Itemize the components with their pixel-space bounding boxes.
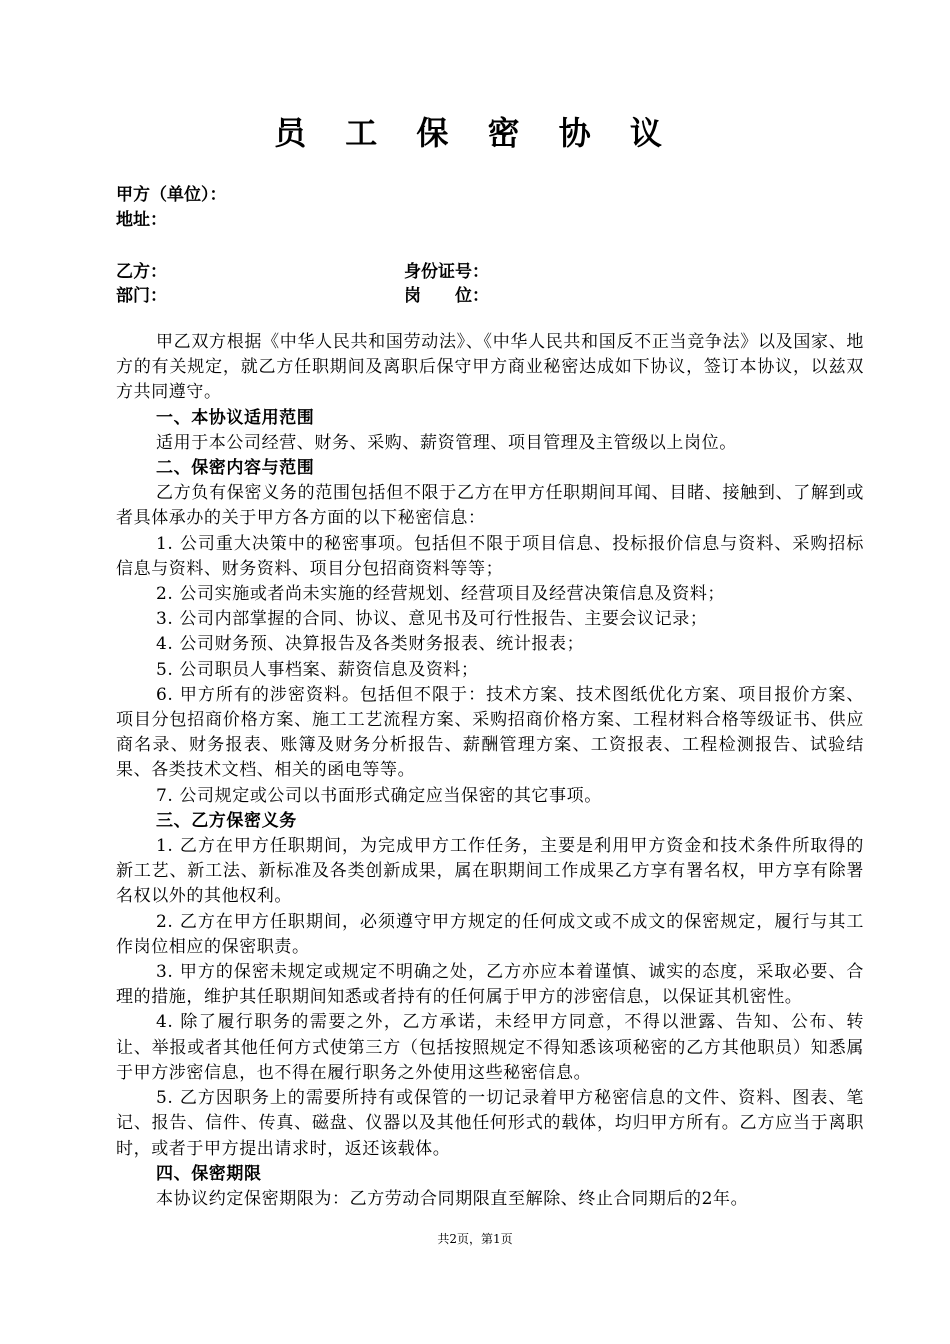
document-title: 员 工 保 密 协 议 <box>274 114 676 152</box>
section-3-item: 2. 乙方在甲方任职期间，必须遵守甲方规定的任何成文或不成文的保密规定，履行与其工作岗位相应的保密职责。 <box>116 911 864 957</box>
section-2-item: 2. 公司实施或者尚未实施的经营规划、经营项目及经营决策信息及资料； <box>156 584 726 605</box>
section-2-intro: 乙方负有保密义务的范围包括但不限于乙方在甲方任职期间耳闻、目睹、接触到、了解到或者具体承办的关于甲方各方面的以下秘密信息： <box>116 483 864 529</box>
party-a-address-label: 地址： <box>116 210 167 230</box>
section-3-heading: 三、乙方保密义务 <box>156 810 297 831</box>
section-3-item: 1. 乙方在甲方任职期间，为完成甲方工作任务，主要是利用甲方资金和技术条件所取得的新工艺、新工法、新标准及各类创新成果，属在职期间工作成果乙方享有署名权，甲方享有除署名权以外的其他权利。 <box>116 836 864 907</box>
party-a-unit-label: 甲方（单位）： <box>116 185 227 205</box>
section-4-heading: 四、保密期限 <box>156 1163 262 1184</box>
section-3-item: 5. 乙方因职务上的需要所持有或保管的一切记录着甲方秘密信息的文件、资料、图表、笔记、报告、信件、传真、磁盘、仪器以及其他任何形式的载体，均归甲方所有。乙方应当于离职时，或者于甲方提出请求时，返还该载体。 <box>116 1088 864 1159</box>
section-3-item: 3. 甲方的保密未规定或规定不明确之处，乙方亦应本着谨慎、诚实的态度，采取必要、合理的措施，维护其任职期间知悉或者持有的任何属于甲方的涉密信息，以保证其机密性。 <box>116 962 864 1008</box>
section-2-item: 4. 公司财务预、决算报告及各类财务报表、统计报表； <box>156 634 585 655</box>
section-2-item: 3. 公司内部掌握的合同、协议、意见书及可行性报告、主要会议记录； <box>156 609 708 630</box>
intro-paragraph: 甲乙双方根据《中华人民共和国劳动法》、《中华人民共和国反不正当竞争法》以及国家、地方的有关规定，就乙方任职期间及离职后保守甲方商业秘密达成如下协议，签订本协议，以兹双方共同遵守。 <box>116 332 864 403</box>
section-4-text: 本协议约定保密期限为：乙方劳动合同期限直至解除、终止合同期后的2年。 <box>156 1188 749 1209</box>
section-2-item: 5. 公司职员人事档案、薪资信息及资料； <box>156 659 479 680</box>
section-1-text: 适用于本公司经营、财务、采购、薪资管理、项目管理及主管级以上岗位。 <box>156 432 737 453</box>
party-b-id-label: 身份证号： <box>404 262 489 282</box>
section-2-item: 6. 甲方所有的涉密资料。包括但不限于：技术方案、技术图纸优化方案、项目报价方案、项目分包招商价格方案、施工工艺流程方案、采购招商价格方案、工程材料合格等级证书、供应商名录、财务报表、账簿及财务分析报告、薪酬管理方案、工资报表、工程检测报告、试验结果、各类技术文档、相关的函电等等。 <box>116 684 864 781</box>
section-2-heading: 二、保密内容与范围 <box>156 458 315 479</box>
page-footer: 共2页，第1页 <box>437 1232 513 1246</box>
section-3-item: 4. 除了履行职务的需要之外，乙方承诺，未经甲方同意，不得以泄露、告知、公布、转让、举报或者其他任何方式使第三方（包括按照规定不得知悉该项秘密的乙方其他职员）知悉属于甲方涉密信息，也不得在履行职务之外使用这些秘密信息。 <box>116 1012 864 1083</box>
section-2-item: 1. 公司重大决策中的秘密事项。包括但不限于项目信息、投标报价信息与资料、采购招标信息与资料、财务资料、项目分包招商资料等等； <box>116 533 864 579</box>
party-b-name-label: 乙方： <box>116 262 167 282</box>
section-1-heading: 一、本协议适用范围 <box>156 407 315 428</box>
party-b-dept-label: 部门： <box>116 286 167 306</box>
section-2-item: 7. 公司规定或公司以书面形式确定应当保密的其它事项。 <box>156 785 602 806</box>
agreement-body <box>116 330 864 1212</box>
party-b-position-label: 岗 位： <box>404 286 489 306</box>
